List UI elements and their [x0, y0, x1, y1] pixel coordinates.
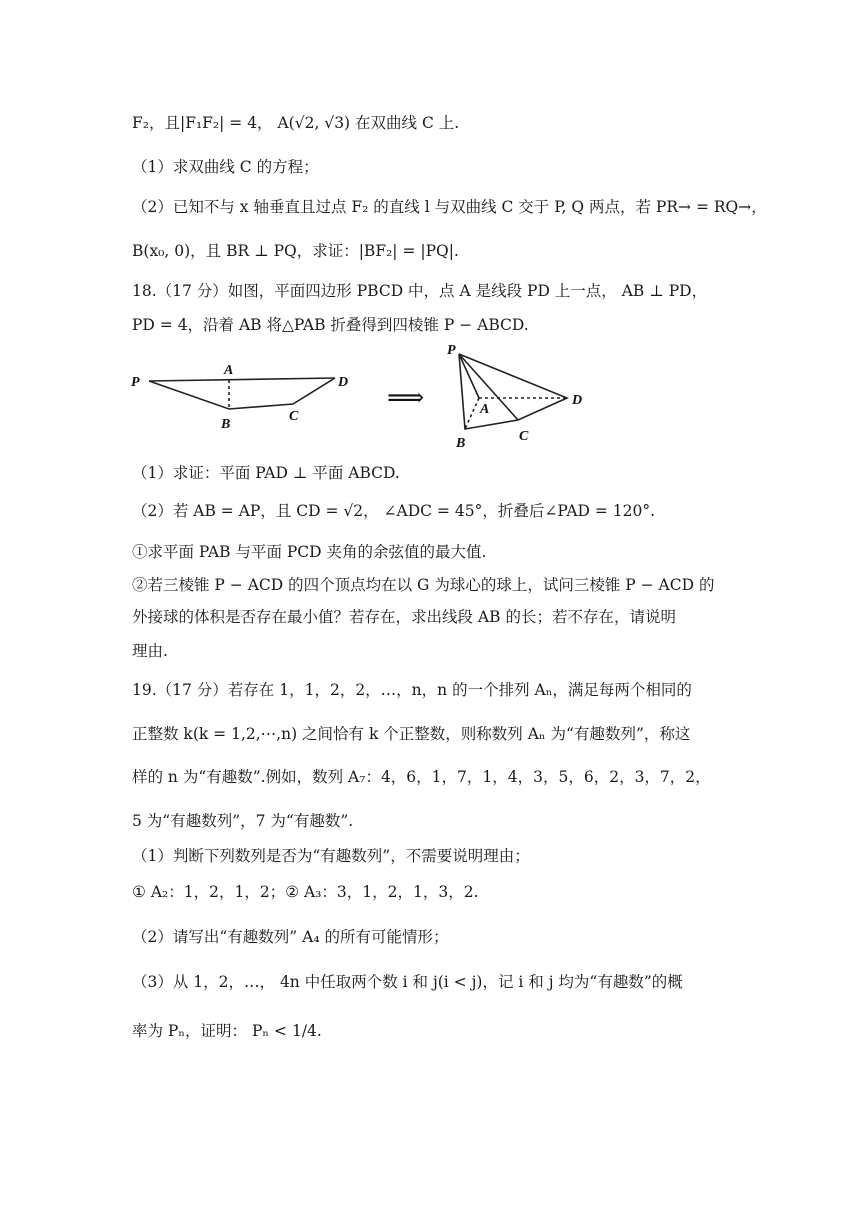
folding-figure — [125, 336, 605, 454]
label-a-right: A — [480, 402, 490, 417]
text-line: （2）若 AB = AP，且 CD = √2， ∠ADC = 45°，折叠后∠PAD = 120°. — [132, 502, 656, 520]
label-d-right: D — [572, 393, 583, 408]
text-line: （2）已知不与 x 轴垂直且过点 F₂ 的直线 l 与双曲线 C 交于 P, Q 两点，若 PR→ = RQ→， — [132, 198, 767, 216]
text-line: 18.（17 分）如图，平面四边形 PBCD 中，点 A 是线段 PD 上一点， AB ⊥ PD， — [132, 282, 708, 300]
text-line: （2）请写出“有趣数列” A₄ 的所有可能情形； — [132, 928, 449, 946]
text-line: PD = 4，沿着 AB 将△PAB 折叠得到四棱锥 P − ABCD. — [132, 316, 529, 334]
text-line: （1）求证：平面 PAD ⊥ 平面 ABCD. — [132, 464, 400, 482]
fold-arrow: ⟹ — [387, 383, 425, 412]
label-b-left: B — [221, 417, 231, 432]
text-line: F₂，且|F₁F₂| = 4， A(√2, √3) 在双曲线 C 上. — [132, 114, 460, 132]
label-p-right: P — [447, 343, 456, 358]
label-c-right: C — [519, 429, 529, 444]
text-line: 正整数 k(k = 1,2,⋯,n) 之间恰有 k 个正整数，则称数列 Aₙ 为“有趣数列”，称这 — [132, 725, 691, 743]
text-line: B(x₀, 0)，且 BR ⊥ PQ，求证：|BF₂| = |PQ|. — [132, 242, 459, 260]
text-line: ②若三棱锥 P − ACD 的四个顶点均在以 G 为球心的球上，试问三棱锥 P − ACD 的 — [132, 576, 715, 594]
folded-pyramid — [459, 354, 567, 429]
planar-quadrilateral — [149, 378, 335, 409]
text-line: 5 为“有趣数列”，7 为“有趣数”. — [132, 812, 354, 830]
text-line: ①求平面 PAB 与平面 PCD 夹角的余弦值的最大值. — [132, 543, 487, 561]
text-line: （1）判断下列数列是否为“有趣数列”，不需要说明理由； — [132, 847, 530, 865]
label-b-right: B — [456, 436, 466, 451]
text-line: 样的 n 为“有趣数”.例如，数列 A₇：4，6，1，7，1，4，3，5，6，2，3，7，2， — [132, 768, 711, 786]
label-c-left: C — [289, 409, 299, 424]
text-line: （3）从 1，2，…， 4n 中任取两个数 i 和 j(i < j)，记 i 和 j 均为“有趣数”的概 — [132, 973, 683, 991]
text-line: 19.（17 分）若存在 1，1，2，2，…，n，n 的一个排列 Aₙ，满足每两个相同的 — [132, 681, 692, 699]
text-line: ① A₂：1，2，1，2；② A₃：3，1，2，1，3，2. — [132, 883, 479, 901]
text-line: 外接球的体积是否存在最小值？若存在，求出线段 AB 的长；若不存在，请说明 — [132, 608, 676, 626]
label-p-left: P — [131, 375, 140, 390]
text-line: 率为 Pₙ，证明： Pₙ < 1/4. — [132, 1022, 322, 1040]
text-line: （1）求双曲线 C 的方程； — [132, 158, 319, 176]
text-line: 理由. — [132, 642, 168, 660]
label-d-left: D — [338, 375, 349, 390]
label-a-left: A — [224, 363, 234, 378]
